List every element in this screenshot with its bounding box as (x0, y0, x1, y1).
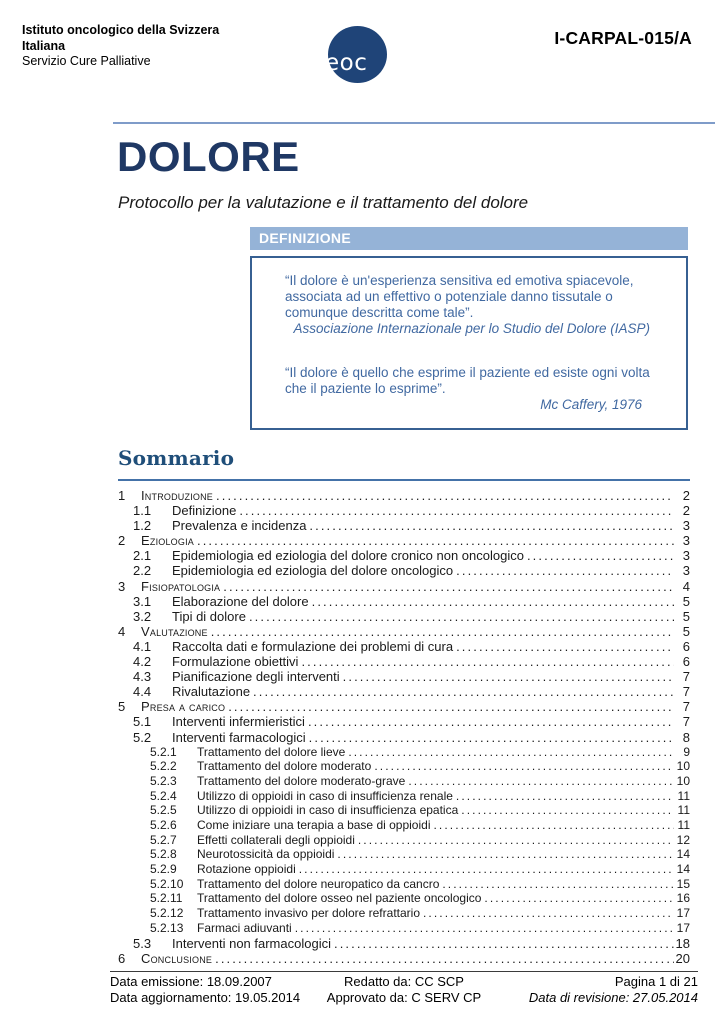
toc-entry[interactable] (118, 548, 690, 563)
toc-dot-leader (456, 563, 674, 578)
toc-entry-number: 1.1 (133, 503, 152, 519)
toc-entry-number: 1 (118, 488, 126, 503)
toc-entry-number: 5.2.3 (150, 773, 177, 788)
eoc-logo-text: eoc (325, 50, 368, 76)
toc-entry[interactable] (118, 639, 690, 654)
toc-entry-page: 3 (682, 533, 690, 549)
toc-entry-page: 9 (683, 744, 690, 759)
toc-entry[interactable] (118, 803, 690, 818)
toc-entry-page: 10 (676, 759, 690, 774)
toc-entry-number: 5.1 (133, 714, 152, 730)
toc-dot-leader (197, 533, 674, 548)
footer-approved-by: Approvato da: C SERV CP (326, 989, 482, 1005)
toc-entry-number: 5.2.2 (150, 759, 177, 774)
toc-entry-label: Rotazione oppioidi (197, 862, 296, 877)
toc-entry-page: 5 (682, 608, 690, 624)
toc-entry-label: Tipi di dolore (172, 608, 246, 624)
toc-entry[interactable] (118, 579, 690, 594)
eoc-logo-icon (325, 26, 387, 83)
toc-entry-page: 14 (676, 847, 690, 862)
toc-dot-leader (309, 730, 674, 745)
toc-entry-page: 3 (682, 548, 690, 564)
toc-entry[interactable] (118, 669, 690, 684)
toc-entry[interactable] (118, 654, 690, 669)
toc-entry-number: 1.2 (133, 518, 152, 534)
definition-attribution-1: Associazione Internazionale per lo Studio del Dolore (IASP) (293, 321, 650, 336)
toc-entry-page: 6 (682, 638, 690, 654)
toc-entry-label: Formulazione obiettivi (172, 654, 299, 670)
toc-heading-underline (118, 479, 690, 481)
toc-entry-page: 5 (682, 593, 690, 609)
toc-entry-label: Rivalutazione (172, 684, 251, 700)
toc-entry-number: 5.2.7 (150, 832, 177, 847)
toc-dot-leader (299, 862, 674, 876)
toc-dot-leader (216, 488, 674, 503)
definition-quote-box (250, 256, 688, 430)
toc-dot-leader (312, 594, 674, 609)
toc-entry-page: 7 (682, 699, 690, 715)
toc-entry-label: Pianificazione degli interventi (172, 669, 340, 685)
toc-entry-number: 5.2.9 (150, 862, 177, 877)
toc-dot-leader (343, 669, 674, 684)
document-code: I-CARPAL-015/A (554, 28, 692, 48)
toc-entry-label: Trattamento del dolore neuropatico da cancro (197, 876, 440, 891)
toc-entry-label: Elaborazione del dolore (172, 593, 309, 609)
toc-entry[interactable] (118, 563, 690, 578)
footer-revision-date: Data di revisione: 27.05.2014 (528, 989, 698, 1005)
toc-entry[interactable] (118, 745, 690, 760)
toc-entry-label: Raccolta dati e formulazione dei problemi di cura (172, 638, 454, 654)
toc-entry-page: 7 (682, 714, 690, 730)
toc-entry-label: Trattamento del dolore moderato (197, 759, 372, 774)
toc-dot-leader (461, 803, 674, 817)
toc-dot-leader (228, 699, 674, 714)
toc-entry-label: Utilizzo di oppioidi in caso di insufficienza epatica (197, 803, 459, 818)
toc-entry[interactable] (118, 951, 690, 966)
toc-dot-leader (456, 789, 674, 803)
toc-entry-label: Definizione (172, 503, 237, 519)
toc-entry-page: 7 (682, 669, 690, 685)
toc-entry-label: Utilizzo di oppioidi in caso di insufficienza renale (197, 788, 453, 803)
toc-entry-number: 5.2.11 (150, 891, 183, 906)
toc-entry[interactable] (118, 847, 690, 862)
footer-emission-date: Data emissione: 18.09.2007 (110, 974, 272, 989)
toc-dot-leader (334, 936, 674, 951)
toc-entry-label: Neurotossicità da oppioidi (197, 847, 335, 862)
toc-dot-leader (211, 624, 674, 639)
page-subtitle: Protocollo per la valutazione e il trattamento del dolore (118, 193, 529, 212)
toc-entry[interactable] (118, 906, 690, 921)
toc-entry-label: Trattamento del dolore osseo nel paziente oncologico (197, 891, 482, 906)
toc-entry-label: Effetti collaterali degli oppioidi (197, 832, 355, 847)
footer (110, 974, 698, 1005)
toc-entry-label: Eziologia (141, 533, 194, 549)
toc-dot-leader (408, 774, 674, 788)
toc-entry[interactable] (118, 609, 690, 624)
toc-entry-page: 14 (676, 862, 690, 877)
toc-entry-number: 5.2.6 (150, 818, 177, 833)
toc-entry-number: 4.4 (133, 684, 152, 700)
toc-dot-leader (442, 877, 674, 891)
toc-entry[interactable] (118, 936, 690, 951)
toc-entry-number: 5.2.1 (150, 744, 177, 759)
toc-entry[interactable] (118, 774, 690, 789)
toc-dot-leader (484, 891, 674, 905)
toc-dot-leader (215, 951, 673, 966)
toc-entry-label: Introduzione (141, 488, 214, 503)
toc-entry-page: 5 (682, 623, 690, 639)
toc-dot-leader (308, 714, 674, 729)
footer-update-date: Data aggiornamento: 19.05.2014 (110, 989, 301, 1005)
toc-entry[interactable] (118, 862, 690, 877)
toc-dot-leader (253, 684, 674, 699)
org-name-line2: Italiana (22, 39, 66, 53)
definition-attribution-2: Mc Caffery, 1976 (540, 397, 642, 412)
toc-entry-page: 6 (682, 654, 690, 670)
definition-quote-2: “Il dolore è quello che esprime il paziente ed esiste ogni volta che il paziente lo esprime”. (285, 365, 650, 396)
toc-entry-label: Trattamento del dolore lieve (197, 744, 346, 759)
toc-dot-leader (527, 548, 674, 563)
toc-entry-number: 5.2.4 (150, 788, 177, 803)
toc-entry[interactable] (118, 684, 690, 699)
toc-entry-page: 18 (675, 935, 690, 951)
toc-entry[interactable] (118, 759, 690, 774)
toc-entry-number: 3 (118, 578, 126, 594)
toc-entry-number: 5.2.10 (150, 876, 184, 891)
toc-entry-number: 2.2 (133, 563, 152, 579)
toc-entry-number: 2 (118, 533, 126, 549)
toc-entry[interactable] (118, 594, 690, 609)
footer-page-number: Pagina 1 di 21 (614, 974, 698, 989)
toc-entry-label: Fisiopatologia (141, 578, 221, 594)
toc-entry-number: 4.2 (133, 654, 152, 670)
toc-dot-leader (309, 518, 674, 533)
toc-entry[interactable] (118, 833, 690, 848)
toc-entry[interactable] (118, 921, 690, 936)
toc-entry[interactable] (118, 533, 690, 548)
toc-entry-page: 3 (682, 563, 690, 579)
toc-entry[interactable] (118, 789, 690, 804)
toc-heading: Sommario (118, 446, 235, 470)
toc-entry[interactable] (118, 624, 690, 639)
toc-entry-number: 3.1 (133, 593, 152, 609)
toc-entry-label: Come iniziare una terapia a base di oppioidi (197, 818, 431, 833)
toc-entry-label: Epidemiologia ed eziologia del dolore oncologico (172, 563, 454, 579)
toc-entry-number: 5 (118, 699, 126, 715)
toc-entry-page: 2 (682, 503, 690, 519)
toc-entry-page: 11 (677, 818, 690, 833)
toc-dot-leader (433, 818, 674, 832)
toc-entry-number: 5.2 (133, 729, 152, 745)
toc-dot-leader (239, 503, 674, 518)
definition-quote-1: “Il dolore è un'esperienza sensitiva ed emotiva spiacevole, associata ad un effettivo o potenziale danno tissutale o comunque descritta come tale”. (285, 273, 634, 320)
toc-dot-leader (423, 906, 674, 920)
toc-entry[interactable] (118, 730, 690, 745)
toc-entry-number: 5.2.8 (150, 847, 177, 862)
toc-dot-leader (337, 847, 674, 861)
definition-section-header: DEFINIZIONE (250, 227, 688, 250)
toc-dot-leader (295, 921, 674, 935)
toc-dot-leader (249, 609, 674, 624)
toc-entry-label: Presa a carico (141, 699, 226, 715)
organization-block (22, 22, 282, 69)
toc-entry-label: Interventi infermieristici (172, 714, 305, 730)
toc-dot-leader (374, 759, 674, 773)
toc-entry[interactable] (118, 877, 690, 892)
footer-row-1 (110, 974, 698, 990)
toc-entry-number: 4.1 (133, 638, 152, 654)
toc-entry-number: 4.3 (133, 669, 152, 685)
toc-entry-label: Interventi non farmacologici (172, 935, 331, 951)
toc-entry-label: Valutazione (141, 623, 208, 639)
toc-entry-page: 11 (677, 803, 690, 818)
toc-entry-number: 3.2 (133, 608, 152, 624)
toc-entry[interactable] (118, 503, 690, 518)
toc-dot-leader (358, 833, 674, 847)
toc-entry-number: 5.3 (133, 935, 152, 951)
toc-entry-label: Trattamento del dolore moderato-grave (197, 773, 406, 788)
page-title: DOLORE (117, 133, 300, 180)
toc-entry[interactable] (118, 518, 690, 533)
toc-entry[interactable] (118, 488, 690, 503)
toc-dot-leader (301, 654, 674, 669)
toc-entry-number: 5.2.13 (150, 920, 184, 935)
toc-entry-page: 7 (682, 684, 690, 700)
header-divider-line (113, 122, 715, 124)
toc-entry-page: 12 (676, 832, 690, 847)
table-of-contents (118, 488, 690, 966)
toc-entry-page: 16 (676, 891, 690, 906)
toc-entry[interactable] (118, 714, 690, 729)
toc-entry-label: Conclusione (141, 950, 213, 966)
toc-entry-page: 11 (677, 788, 690, 803)
toc-dot-leader (223, 579, 674, 594)
toc-entry[interactable] (118, 818, 690, 833)
toc-entry-page: 4 (682, 578, 690, 594)
toc-dot-leader (456, 639, 674, 654)
toc-entry-label: Trattamento invasivo per dolore refrattario (197, 906, 420, 921)
toc-entry-page: 17 (676, 920, 690, 935)
toc-entry-label: Prevalenza e incidenza (172, 518, 307, 534)
toc-entry-label: Epidemiologia ed eziologia del dolore cronico non oncologico (172, 548, 524, 564)
toc-entry[interactable] (118, 699, 690, 714)
toc-entry-page: 3 (682, 518, 690, 534)
toc-entry[interactable] (118, 891, 690, 906)
toc-entry-page: 10 (676, 773, 690, 788)
footer-written-by: Redatto da: CC SCP (344, 974, 464, 989)
toc-entry-label: Farmaci adiuvanti (197, 920, 292, 935)
toc-entry-page: 20 (675, 950, 690, 966)
org-name-line1: Istituto oncologico della Svizzera (22, 23, 220, 37)
toc-entry-page: 2 (682, 488, 690, 503)
toc-entry-number: 5.2.5 (150, 803, 177, 818)
toc-entry-number: 6 (118, 950, 126, 966)
org-service-line: Servizio Cure Palliative (22, 54, 151, 68)
toc-entry-number: 2.1 (133, 548, 152, 564)
toc-entry-label: Interventi farmacologici (172, 729, 306, 745)
footer-row-2 (110, 990, 698, 1006)
toc-entry-page: 17 (676, 906, 690, 921)
toc-entry-page: 15 (676, 876, 690, 891)
toc-entry-number: 5.2.12 (150, 906, 184, 921)
toc-entry-number: 4 (118, 623, 126, 639)
footer-divider-line (110, 971, 698, 972)
toc-entry-page: 8 (682, 729, 690, 745)
toc-dot-leader (348, 745, 674, 759)
